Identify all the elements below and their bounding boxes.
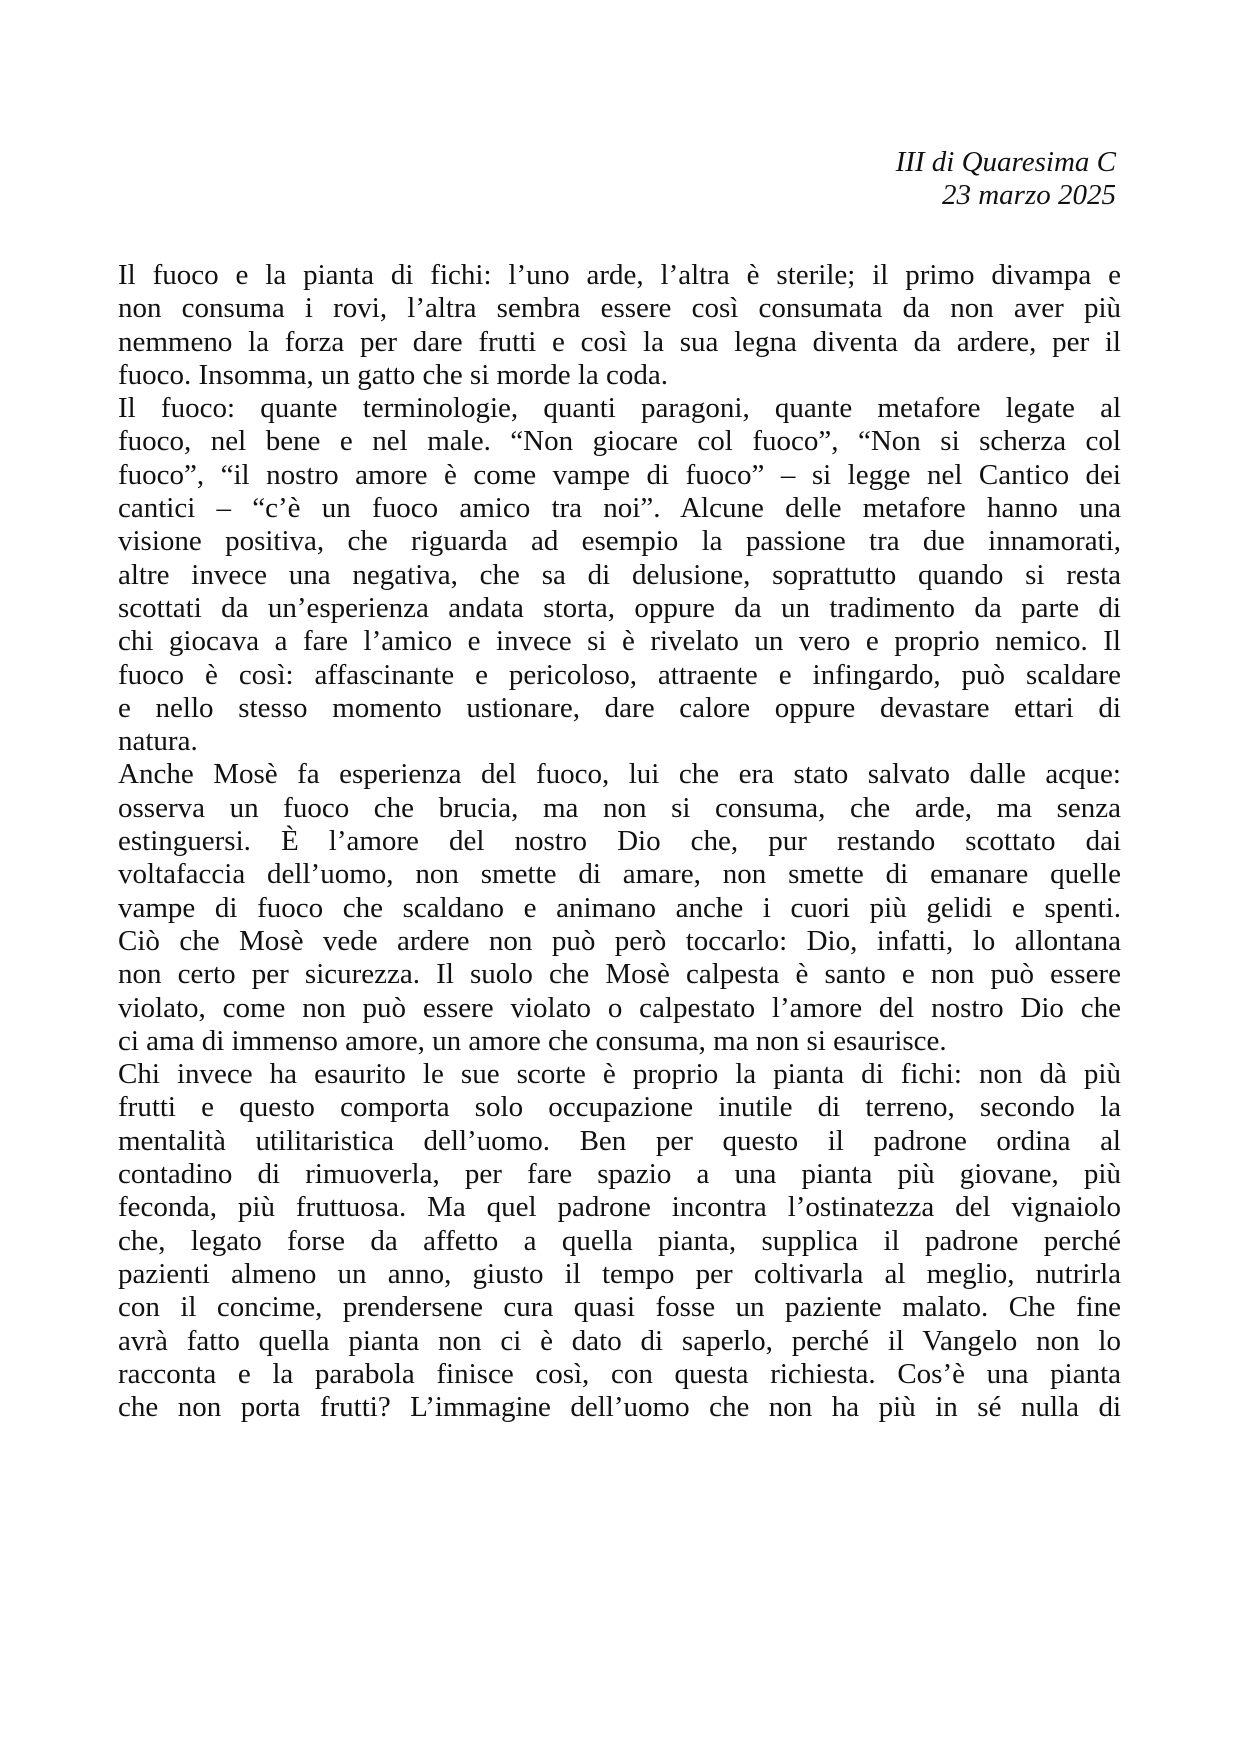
text-line: cantici – “c’è un fuoco amico tra noi”. Alcune delle metafore hanno una <box>118 492 1121 525</box>
text-line: scottati da un’esperienza andata storta, oppure da un tradimento da parte di <box>118 591 1121 624</box>
text-line: Il fuoco: quante terminologie, quanti paragoni, quante metafore legate al <box>118 392 1121 425</box>
text-line: avrà fatto quella pianta non ci è dato di saperlo, perché il Vangelo non lo <box>118 1324 1121 1357</box>
text-line: visione positiva, che riguarda ad esempio la passione tra due innamorati, <box>118 525 1121 558</box>
text-line: che non porta frutti? L’immagine dell’uomo che non ha più in sé nulla di <box>118 1391 1121 1424</box>
document-date: 23 marzo 2025 <box>941 179 1116 211</box>
text-line: contadino di rimuoverla, per fare spazio a una pianta più giovane, più <box>118 1158 1121 1191</box>
text-line: fuoco”, “il nostro amore è come vampe di fuoco” – si legge nel Cantico dei <box>118 458 1121 491</box>
text-line: fuoco è così: affascinante e pericoloso, attraente e infingardo, può scaldare <box>118 658 1121 691</box>
text-line: con il concime, prendersene cura quasi fosse un paziente malato. Che fine <box>118 1291 1121 1324</box>
text-line: chi giocava a fare l’amico e invece si è rivelato un vero e proprio nemico. Il <box>118 625 1121 658</box>
text-line: vampe di fuoco che scaldano e animano anche i cuori più gelidi e spenti. <box>118 891 1121 924</box>
text-line: estinguersi. È l’amore del nostro Dio che, pur restando scottato dai <box>118 825 1121 858</box>
text-line: fuoco, nel bene e nel male. “Non giocare col fuoco”, “Non si scherza col <box>118 425 1121 458</box>
text-line: e nello stesso momento ustionare, dare calore oppure devastare ettari di <box>118 691 1121 724</box>
text-line: voltafaccia dell’uomo, non smette di amare, non smette di emanare quelle <box>118 858 1121 891</box>
paragraph <box>118 758 1121 1058</box>
text-line: Il fuoco e la pianta di fichi: l’uno arde, l’altra è sterile; il primo divampa e <box>118 259 1121 291</box>
text-line: violato, come non può essere violato o calpestato l’amore del nostro Dio che <box>118 991 1121 1024</box>
text-line: natura. <box>118 725 198 758</box>
text-line: pazienti almeno un anno, giusto il tempo per coltivarla al meglio, nutrirla <box>118 1257 1121 1290</box>
text-line: nemmeno la forza per dare frutti e così la sua legna diventa da ardere, per il <box>118 325 1121 358</box>
text-line: altre invece una negativa, che sa di delusione, soprattutto quando si resta <box>118 558 1121 591</box>
text-line: mentalità utilitaristica dell’uomo. Ben per questo il padrone ordina al <box>118 1124 1121 1157</box>
text-line: racconta e la parabola finisce così, con questa richiesta. Cos’è una pianta <box>118 1357 1121 1390</box>
text-line: fuoco. Insomma, un gatto che si morde la coda. <box>118 358 669 391</box>
text-line: ci ama di immenso amore, un amore che consuma, ma non si esaurisce. <box>118 1024 947 1057</box>
paragraph <box>118 1058 1121 1424</box>
text-line: Ciò che Mosè vede ardere non può però toccarlo: Dio, infatti, lo allontana <box>118 924 1121 957</box>
text-line: che, legato forse da affetto a quella pianta, supplica il padrone perché <box>118 1224 1121 1257</box>
document-body <box>118 259 1121 1424</box>
paragraph <box>118 392 1121 758</box>
paragraph <box>118 259 1121 392</box>
text-line: non certo per sicurezza. Il suolo che Mosè calpesta è santo e non può essere <box>118 958 1121 991</box>
liturgical-title: III di Quaresima C <box>895 146 1116 178</box>
text-line: Chi invece ha esaurito le sue scorte è proprio la pianta di fichi: non dà più <box>118 1058 1121 1091</box>
text-line: frutti e questo comporta solo occupazione inutile di terreno, secondo la <box>118 1091 1121 1124</box>
text-line: non consuma i rovi, l’altra sembra essere così consumata da non aver più <box>118 292 1121 325</box>
text-line: osserva un fuoco che brucia, ma non si consuma, che arde, ma senza <box>118 791 1121 824</box>
text-line: Anche Mosè fa esperienza del fuoco, lui che era stato salvato dalle acque: <box>118 758 1121 791</box>
text-line: feconda, più fruttuosa. Ma quel padrone incontra l’ostinatezza del vignaiolo <box>118 1191 1121 1224</box>
document-header <box>896 146 1116 212</box>
